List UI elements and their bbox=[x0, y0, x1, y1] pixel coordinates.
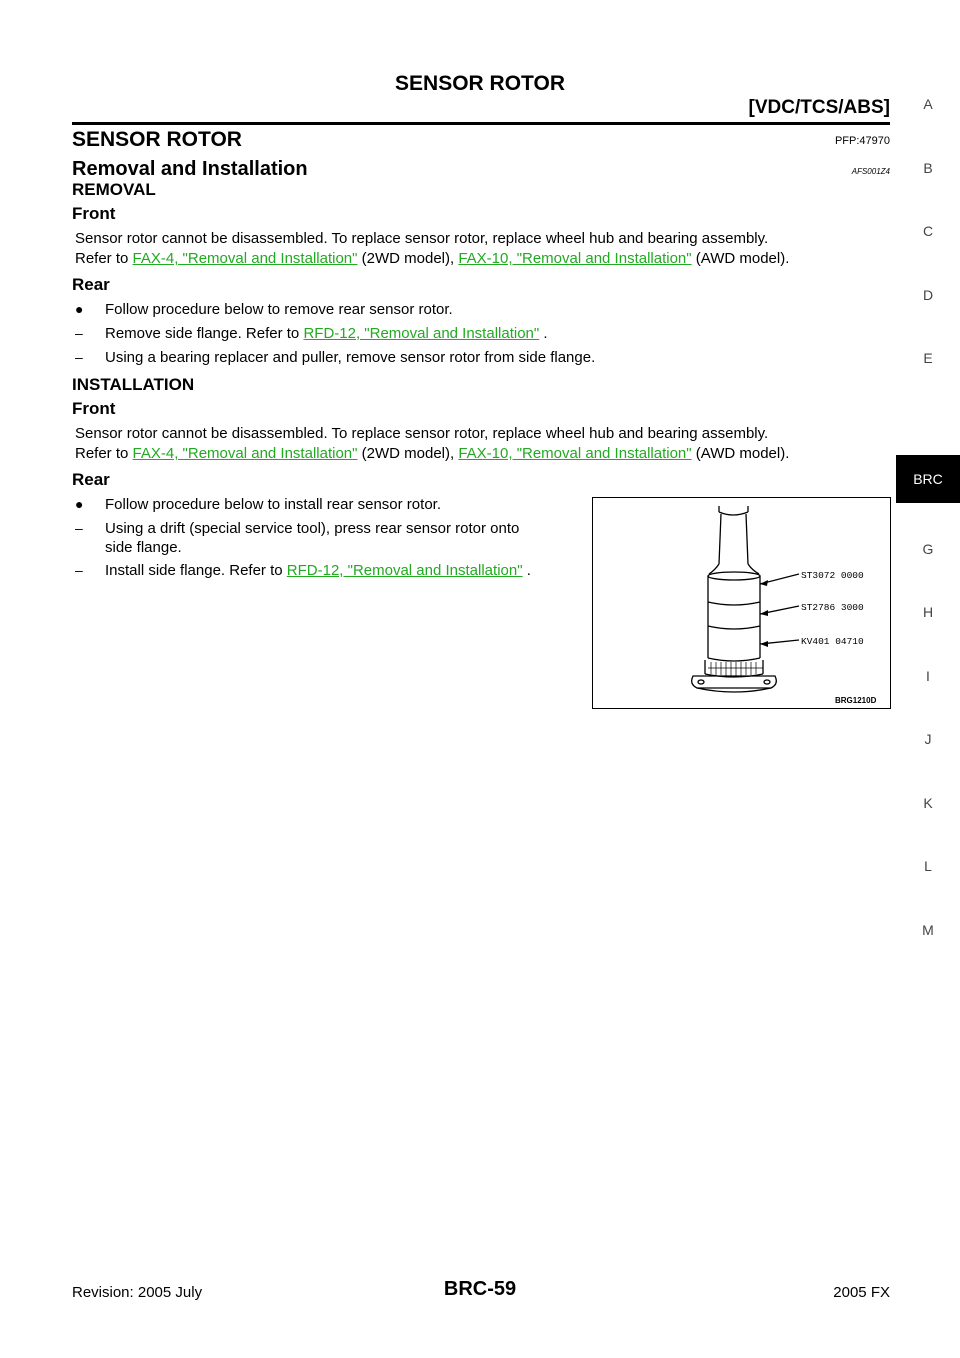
removal-front-paragraph: Sensor rotor cannot be disassembled. To replace sensor rotor, replace wheel hub and bearing assembly. Refer to FAX-4, "Removal and Installation" (2WD model), FAX-10, "Removal and Installation" (AWD model). bbox=[75, 230, 790, 267]
subsection-title: Removal and Installation bbox=[72, 158, 308, 180]
section-code: PFP:47970 bbox=[834, 135, 890, 147]
installation-heading: INSTALLATION bbox=[72, 375, 195, 394]
tool-illustration bbox=[592, 497, 891, 709]
removal-front-heading: Front bbox=[72, 204, 116, 223]
installation-front-paragraph: Sensor rotor cannot be disassembled. To replace sensor rotor, replace wheel hub and bearing assembly. Refer to FAX-4, "Removal and Installation" (2WD model), FAX-10, "Removal and Installation" (AWD model). bbox=[75, 425, 790, 462]
footer-page-number: BRC-59 bbox=[443, 1278, 517, 1300]
link-rfd-12[interactable]: RFD-12, "Removal and Installation" bbox=[303, 325, 540, 342]
dash-icon: – bbox=[75, 562, 83, 578]
tab-d[interactable]: D bbox=[922, 287, 934, 303]
tab-j[interactable]: J bbox=[924, 731, 932, 747]
link-fax-4[interactable]: FAX-4, "Removal and Installation" bbox=[132, 445, 358, 462]
tab-b[interactable]: B bbox=[923, 160, 933, 176]
installation-front-heading: Front bbox=[72, 399, 116, 418]
tab-brc-active[interactable]: BRC bbox=[896, 455, 960, 503]
bullet-icon: ● bbox=[75, 496, 84, 512]
section-tabs bbox=[896, 0, 960, 1358]
tool-label: KV401 04710 bbox=[801, 636, 864, 647]
header-rule bbox=[72, 122, 890, 125]
tab-h[interactable]: H bbox=[922, 604, 934, 620]
tool-label: ST3072 0000 bbox=[801, 570, 864, 581]
removal-heading: REMOVAL bbox=[72, 180, 156, 199]
link-fax-4[interactable]: FAX-4, "Removal and Installation" bbox=[132, 250, 358, 267]
link-rfd-12[interactable]: RFD-12, "Removal and Installation" bbox=[286, 562, 523, 579]
tab-i[interactable]: I bbox=[926, 668, 930, 684]
installation-rear-heading: Rear bbox=[72, 470, 110, 489]
tool-label: ST2786 3000 bbox=[801, 602, 864, 613]
tab-c[interactable]: C bbox=[922, 223, 934, 239]
tab-l[interactable]: L bbox=[924, 858, 932, 874]
drift-tool-drawing bbox=[593, 498, 890, 708]
dash-icon: – bbox=[75, 520, 83, 536]
dash-icon: – bbox=[75, 349, 83, 365]
tab-k[interactable]: K bbox=[923, 795, 933, 811]
page-header-title: SENSOR ROTOR bbox=[395, 72, 565, 95]
bullet-icon: ● bbox=[75, 301, 84, 317]
subsection-code: AFS001Z4 bbox=[851, 167, 890, 176]
tab-e[interactable]: E bbox=[923, 350, 933, 366]
removal-rear-heading: Rear bbox=[72, 275, 110, 294]
tab-m[interactable]: M bbox=[922, 922, 934, 938]
link-fax-10[interactable]: FAX-10, "Removal and Installation" bbox=[458, 250, 692, 267]
link-fax-10[interactable]: FAX-10, "Removal and Installation" bbox=[458, 445, 692, 462]
footer-revision: Revision: 2005 July bbox=[72, 1284, 203, 1301]
tab-a[interactable]: A bbox=[923, 96, 933, 112]
figure-code: BRG1210D bbox=[835, 696, 877, 705]
tab-g[interactable]: G bbox=[922, 541, 934, 557]
page-header-subtitle: [VDC/TCS/ABS] bbox=[748, 97, 890, 118]
footer-model: 2005 FX bbox=[833, 1284, 890, 1301]
dash-icon: – bbox=[75, 325, 83, 341]
section-title: SENSOR ROTOR bbox=[72, 128, 242, 151]
